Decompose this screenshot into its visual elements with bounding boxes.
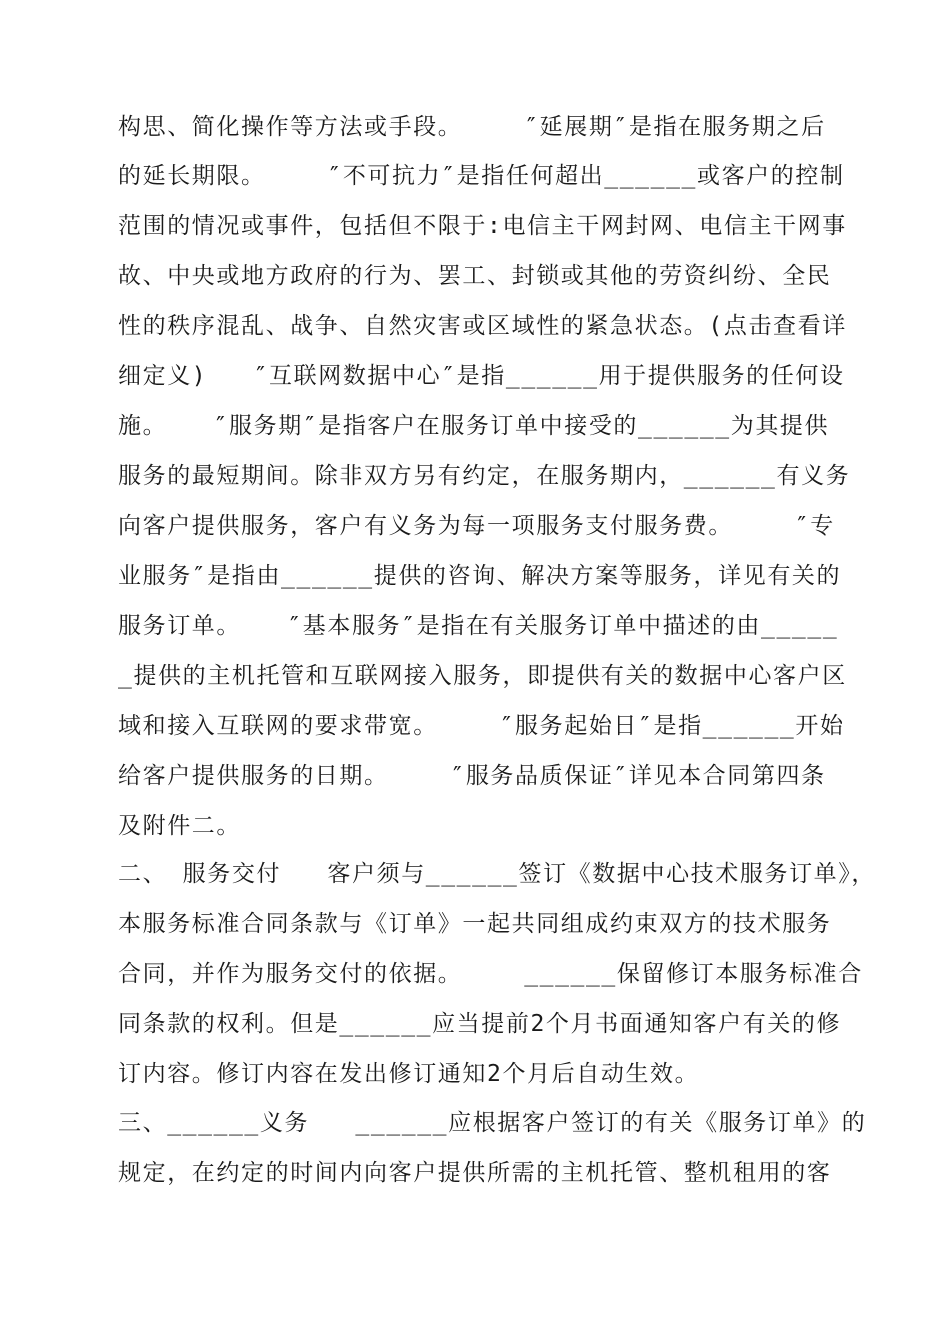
text-line: 向客户提供服务，客户有义务为每一项服务支付服务费。 ″专 (118, 513, 835, 539)
text-line: 订内容。修订内容在发出修订通知2个月后自动生效。 (118, 1061, 700, 1087)
text-line: 的延长期限。 ″不可抗力″是指任何超出______或客户的控制 (118, 163, 845, 189)
section-heading-line: 三、______义务 ______应根据客户签订的有关《服务订单》的 (118, 1110, 867, 1136)
text-line: 域和接入互联网的要求带宽。 ″服务起始日″是指______开始 (118, 713, 845, 739)
text-line: 规定，在约定的时间内向客户提供所需的主机托管、整机租用的客 (118, 1160, 832, 1186)
text-line: 同条款的权利。但是______应当提前2个月书面通知客户有关的修 (118, 1011, 842, 1037)
text-line: 细定义) ″互联网数据中心″是指______用于提供服务的任何设 (118, 363, 845, 389)
text-line: 本服务标准合同条款与《订单》一起共同组成约束双方的技术服务 (118, 911, 832, 937)
text-line: 故、中央或地方政府的行为、罢工、封锁或其他的劳资纠纷、全民 (118, 263, 832, 289)
text-line: 服务订单。 ″基本服务″是指在有关服务订单中描述的由_____ (118, 613, 839, 639)
text-line: 服务的最短期间。除非双方另有约定，在服务期内，______有义务 (118, 463, 851, 489)
text-line: _提供的主机托管和互联网接入服务，即提供有关的数据中心客户区 (118, 663, 847, 689)
text-line: 及附件二。 (118, 813, 241, 839)
text-line: 业服务″是指由______提供的咨询、解决方案等服务，详见有关的 (118, 563, 842, 589)
text-line: 施。 ″服务期″是指客户在服务订单中接受的______为其提供 (118, 413, 830, 439)
text-line: 范围的情况或事件，包括但不限于:电信主干网封网、电信主干网事 (118, 213, 847, 239)
text-line: 性的秩序混乱、战争、自然灾害或区域性的紧急状态。(点击查看详 (118, 313, 847, 339)
text-line: 构思、简化操作等方法或手段。 ″延展期″是指在服务期之后 (118, 114, 826, 140)
section-heading-line: 二、 服务交付 客户须与______签订《数据中心技术服务订单》， (118, 861, 876, 887)
text-line: 给客户提供服务的日期。 ″服务品质保证″详见本合同第四条 (118, 763, 826, 789)
text-line: 合同，并作为服务交付的依据。 ______保留修订本服务标准合 (118, 961, 863, 987)
